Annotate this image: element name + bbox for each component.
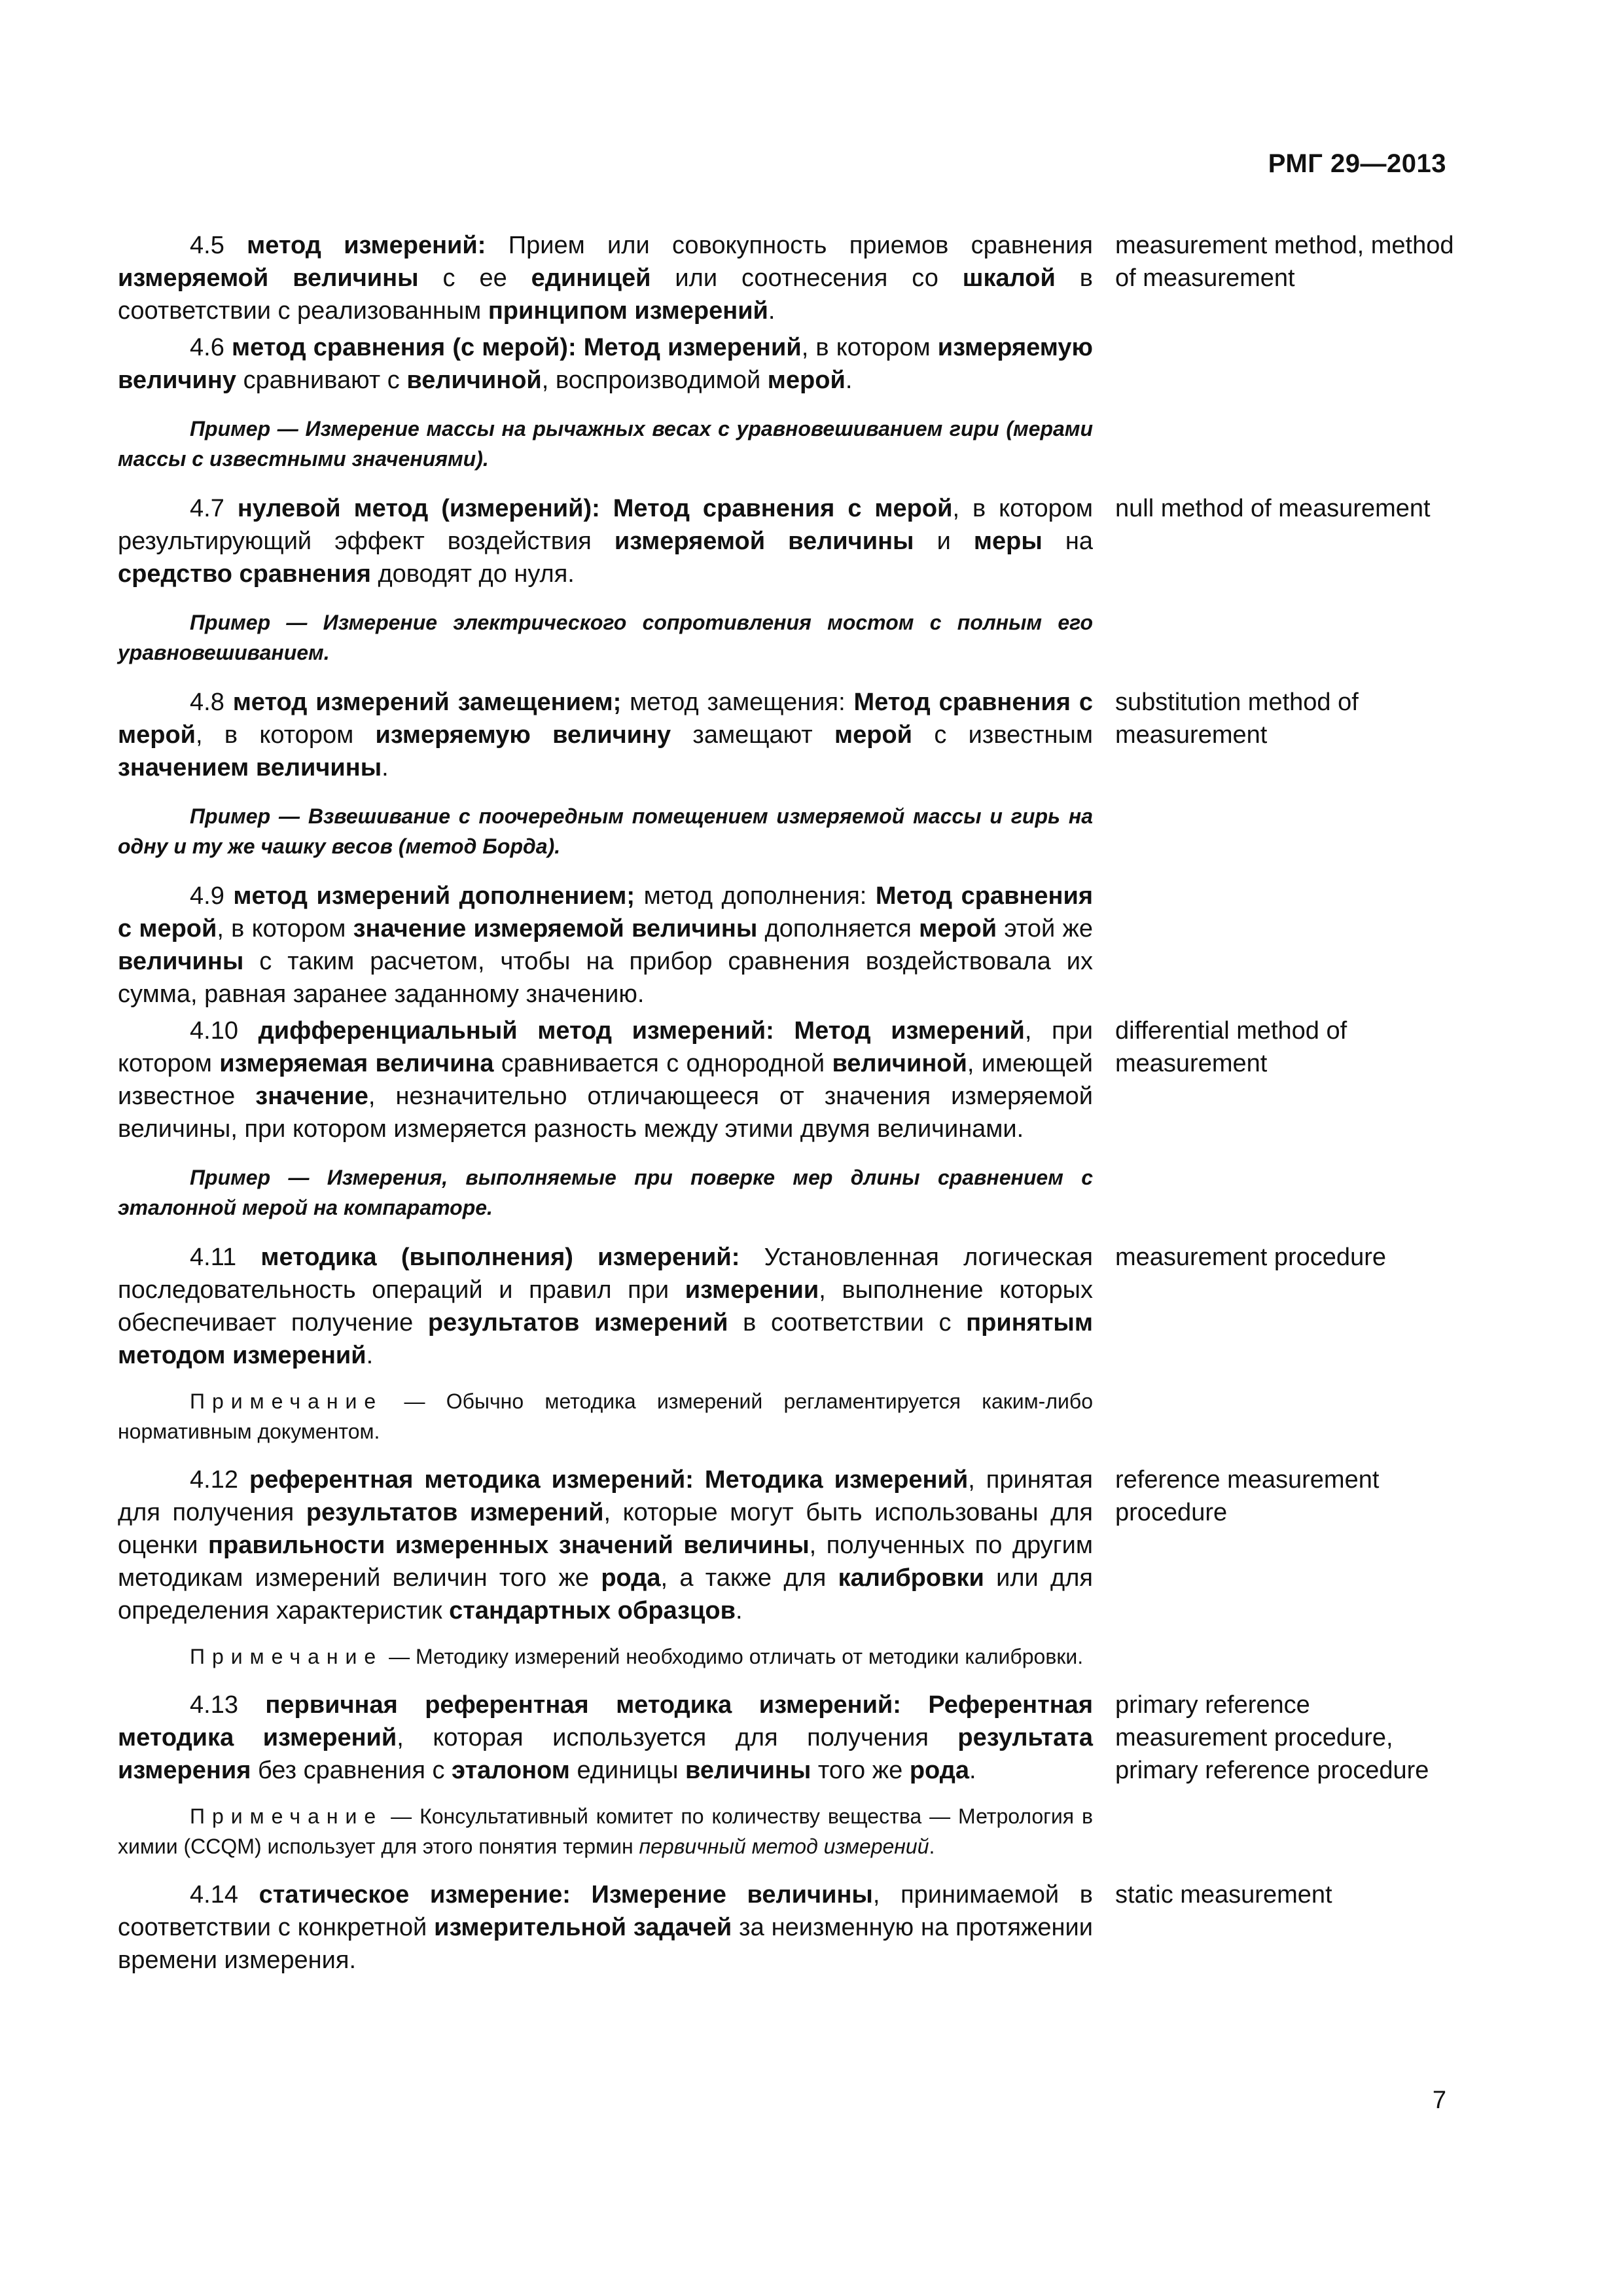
definition-column [118,229,1093,331]
term-entry [118,1689,1466,1878]
page-number: 7 [1432,2087,1446,2114]
definition-text: 4.12 референтная методика измерений: Методика измерений, принятая для получения результатов измерений, которые могут быть использованы для оценки правильности измеренных значений величины, полученных по другим методикам измерений величин того же рода, а также для калибровки или для определения характеристик стандартных образцов. [118,1466,1094,1624]
english-term: primary reference measurement procedure, primary reference procedure [1115,1691,1429,1784]
definition-text: 4.6 метод сравнения (с мерой): Метод измерений, в котором измеряемую величину сравнивают с величиной, воспроизводимой мерой. [118,334,1093,394]
english-term: differential method of measurement [1115,1017,1347,1077]
english-term: substitution method of measurement [1115,689,1359,749]
definition-column [118,880,1093,1014]
example-text: Пример — Измерение массы на рычажных весах с уравновешиванием гири (мерами массы с известными значениями). [118,417,1093,471]
definition-column [118,1014,1093,1241]
english-term: null method of measurement [1115,495,1431,522]
note-label: Примечание [190,1645,383,1668]
note-body: — Методику измерений необходимо отличать от методики калибровки. [383,1645,1084,1668]
definition-text: 4.13 первичная референтная методика измерений: Референтная методика измерений, которая используется для получения результата измерения без сравнения с эталоном единицы величины того же рода. [118,1691,1093,1784]
document-code: РМГ 29—2013 [1268,149,1446,178]
definition-column [118,1463,1093,1689]
note-text [118,1801,1093,1861]
note-text [118,1386,1093,1446]
definition-text: 4.9 метод измерений дополнением; метод дополнения: Метод сравнения с мерой, в котором значение измеряемой величины дополняется мерой этой же величины с таким расчетом, чтобы на прибор сравнения воздействовала их сумма, равная заранее заданному значению. [118,882,1093,1008]
english-term [1115,331,1455,492]
definition-column [118,1241,1093,1463]
term-entry [118,1014,1466,1241]
note-text [118,1641,1093,1672]
example-text: Пример — Измерения, выполняемые при поверке мер длины сравнением с эталонной мерой на компараторе. [118,1166,1093,1219]
english-term: static measurement [1115,1881,1332,1909]
note-label: Примечание [190,1390,383,1413]
definition-column [118,492,1093,686]
term-entry [118,331,1466,492]
english-term [1115,880,1455,1014]
term-entry [118,880,1466,1014]
english-term: measurement procedure [1115,1244,1386,1271]
definition-text: 4.14 статическое измерение: Измерение величины, принимаемой в соответствии с конкретной измерительной задачей за неизменную на протяжении времени измерения. [118,1881,1093,1974]
definition-text: 4.10 дифференциальный метод измерений: Метод измерений, при котором измеряемая величина сравнивается с однородной величиной, имеющей известное значение, незначительно отличающееся от значения измеряемой величины, при котором измеряется разность между этими двумя величинами. [118,1017,1093,1143]
definition-text: 4.11 методика (выполнения) измерений: Установленная логическая последовательность операций и правил при измерении, выполнение которых обеспечивает получение результатов измерений в соответствии с принятым методом измерений. [118,1244,1093,1369]
example-text: Пример — Взвешивание с поочередным помещением измеряемой массы и гирь на одну и ту же чашку весов (метод Борда). [118,804,1093,858]
definition-text: 4.7 нулевой метод (измерений): Метод сравнения с мерой, в котором результирующий эффект воздействия измеряемой величины и меры на средство сравнения доводят до нуля. [118,495,1093,588]
definition-text: 4.8 метод измерений замещением; метод замещения: Метод сравнения с мерой, в котором измеряемую величину замещают мерой с известным значением величины. [118,689,1093,781]
definition-column [118,1689,1093,1878]
document-body [118,229,1466,1981]
definition-column [118,331,1093,492]
term-entry [118,492,1466,686]
term-entry [118,1241,1466,1463]
english-term: reference measurement procedure [1115,1466,1380,1526]
note-label: Примечание [190,1804,383,1828]
note-body: — Консультативный комитет по количеству вещества — Метрология в химии (CCQM) использует для этого понятия термин первичный метод измерений. [118,1804,1093,1858]
term-entry [118,1463,1466,1689]
term-entry [118,686,1466,880]
example-text: Пример — Измерение электрического сопротивления мостом с полным его уравновешиванием. [118,611,1093,664]
note-body: — Обычно методика измерений регламентируется каким-либо нормативным документом. [118,1390,1093,1443]
definition-column [118,1878,1093,1981]
english-term: measurement method, method of measurement [1115,232,1454,292]
term-entry [118,1878,1466,1981]
definition-column [118,686,1093,880]
definition-text: 4.5 метод измерений: Прием или совокупность приемов сравнения измеряемой величины с ее единицей или соотнесения со шкалой в соответствии с реализованным принципом измерений. [118,232,1093,325]
term-entry [118,229,1466,331]
